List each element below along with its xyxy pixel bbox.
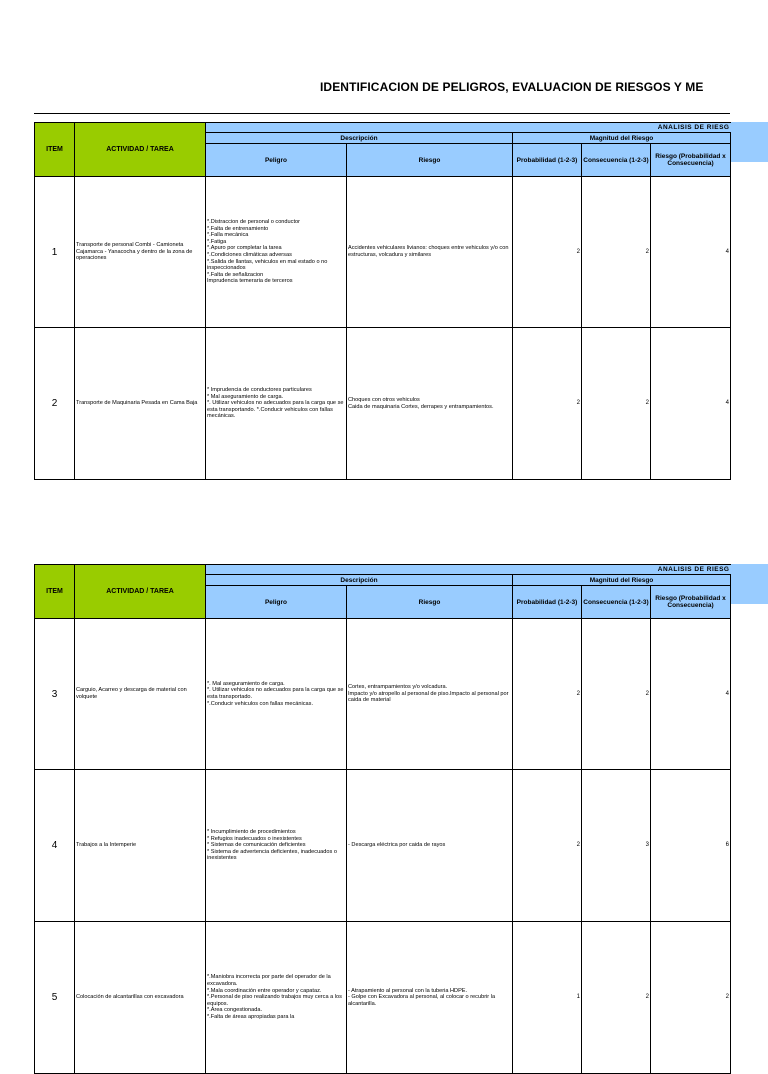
row-actividad: Carguio, Acarreo y descarga de material con volquete [75, 619, 206, 770]
table-row [35, 619, 731, 770]
row-peligro: *.Maniobra incorrecta por parte del operador de la excavadora. *.Mala coordinación entre operador y capataz. *.Personal de piso realizando trabajos muy cerca a los equipos. *.Área congestionada. *.Falta de áreas apropiadas para la [206, 922, 347, 1074]
header-riesgo: Riesgo [347, 586, 513, 619]
row-resultado: 4 [651, 619, 731, 770]
row-riesgo: Cortes, entrampamientos y/o volcadura. Impacto y/o atropello al personal de piso.Impacto al personal por caida de material [347, 619, 513, 770]
row-probabilidad: 2 [513, 770, 582, 922]
row-consecuencia: 2 [582, 328, 651, 480]
row-resultado: 6 [651, 770, 731, 922]
table-row [35, 922, 731, 1074]
header-consecuencia: Consecuencia (1-2-3) [582, 586, 651, 619]
row-item: 1 [35, 177, 75, 328]
table-row [35, 177, 731, 328]
row-peligro: * Imprudencia de conductores particulares * Mal aseguramiento de carga. *. Utilizar vehiculos no adecuados para la carga que se esta transportando. *.Conducir vehiculos con fallas mecánicas. [206, 328, 347, 480]
row-item: 2 [35, 328, 75, 480]
header-magnitud: Magnitud del Riesgo [513, 575, 731, 586]
row-peligro: * Incumplimiento de procedimientos * Refugios inadecuados o inexistentes * Sistemas de comunicación deficientes * Sistema de advertencia deficientes, inadecuados o inexistentes [206, 770, 347, 922]
row-item: 3 [35, 619, 75, 770]
header-riesgo: Riesgo [347, 144, 513, 177]
header-item: ITEM [35, 565, 75, 619]
header-consecuencia: Consecuencia (1-2-3) [582, 144, 651, 177]
header-extension [730, 122, 768, 162]
row-riesgo: - Atrapamiento al personal con la tuberia HDPE. - Golpe con Excavadora al personal, al colocar o recubrir la alcantarilla. [347, 922, 513, 1074]
row-resultado: 4 [651, 328, 731, 480]
row-consecuencia: 2 [582, 177, 651, 328]
row-peligro: *.Distraccion de personal o conductor *.Falta de entrenamiento *.Falla mecánica *.Fatiga *.Apuro por completar la tarea *.Condiciones climáticas adversas *.Salida de llantas, vehiculos en mal estado o no inspeccionados *.Falta de señalizacion Imprudencia temeraria de terceros [206, 177, 347, 328]
header-actividad: ACTIVIDAD / TAREA [75, 565, 206, 619]
row-riesgo: Choques con otros vehiculos Caida de maquinaria Cortes, derrapes y entrampamientos. [347, 328, 513, 480]
row-probabilidad: 2 [513, 328, 582, 480]
row-riesgo: - Descarga eléctrica por caida de rayos [347, 770, 513, 922]
table-row [35, 770, 731, 922]
header-probabilidad: Probabilidad (1-2-3) [513, 586, 582, 619]
row-actividad: Transporte de personal Combi - Camioneta Cajamarca - Yanacocha y dentro de la zona de operaciones [75, 177, 206, 328]
table-row [35, 328, 731, 480]
row-probabilidad: 1 [513, 922, 582, 1074]
header-analisis: ANALISIS DE RIESG [206, 565, 731, 575]
header-riesgo-calc: Riesgo (Probabilidad x Consecuencia) [651, 144, 731, 177]
header-descripcion: Descripción [206, 575, 513, 586]
row-probabilidad: 2 [513, 619, 582, 770]
document-title: IDENTIFICACION DE PELIGROS, EVALUACION DE RIESGOS Y ME [320, 80, 704, 94]
row-peligro: *. Mal aseguramiento de carga. *. Utilizar vehiculos no adecuados para la carga que se esta transportado. *.Conducir vehiculos con fallas mecánicas. [206, 619, 347, 770]
header-riesgo-calc: Riesgo (Probabilidad x Consecuencia) [651, 586, 731, 619]
header-actividad: ACTIVIDAD / TAREA [75, 123, 206, 177]
title-divider [34, 113, 730, 114]
header-magnitud: Magnitud del Riesgo [513, 133, 731, 144]
row-resultado: 2 [651, 922, 731, 1074]
row-resultado: 4 [651, 177, 731, 328]
header-probabilidad: Probabilidad (1-2-3) [513, 144, 582, 177]
risk-table-2 [34, 564, 731, 1074]
row-riesgo: Accidentes vehiculares livianos: choques entre vehiculos y/o con estructuras, volcadura y similares [347, 177, 513, 328]
row-actividad: Colocación de alcantarillas con excavadora [75, 922, 206, 1074]
row-item: 5 [35, 922, 75, 1074]
row-item: 4 [35, 770, 75, 922]
row-actividad: Trabajos a la Intemperie [75, 770, 206, 922]
row-consecuencia: 2 [582, 922, 651, 1074]
header-peligro: Peligro [206, 586, 347, 619]
row-consecuencia: 2 [582, 619, 651, 770]
header-item: ITEM [35, 123, 75, 177]
row-probabilidad: 2 [513, 177, 582, 328]
header-extension [730, 564, 768, 604]
header-peligro: Peligro [206, 144, 347, 177]
header-descripcion: Descripción [206, 133, 513, 144]
row-consecuencia: 3 [582, 770, 651, 922]
risk-table-1 [34, 122, 731, 480]
header-analisis: ANALISIS DE RIESG [206, 123, 731, 133]
row-actividad: Transporte de Maquinaria Pesada en Cama Baja [75, 328, 206, 480]
